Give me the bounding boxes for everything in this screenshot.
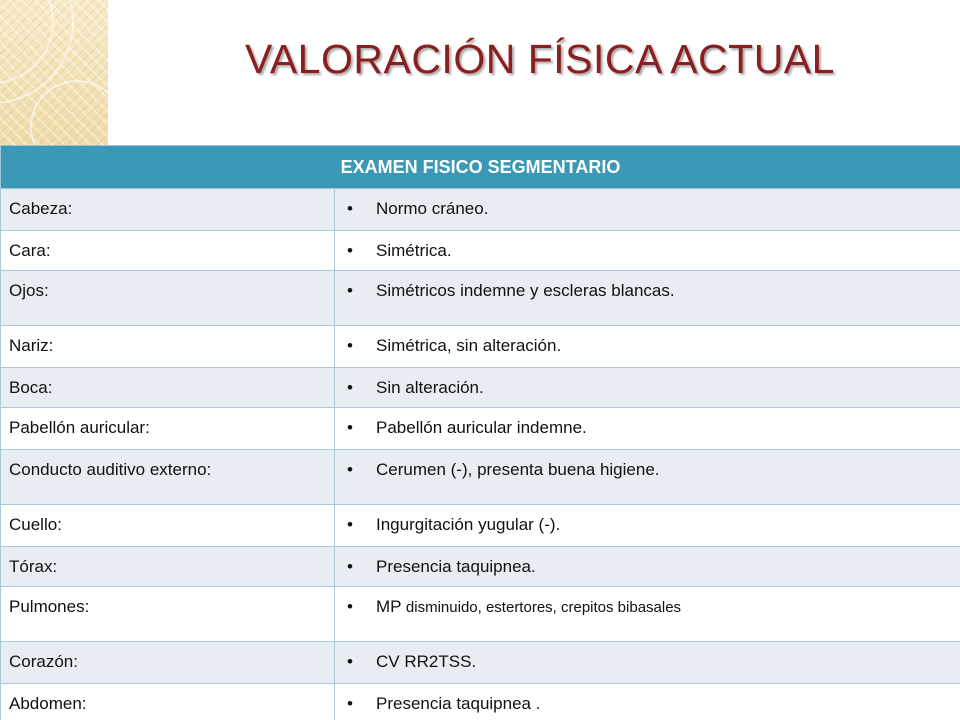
row-value — [335, 231, 960, 271]
table-row — [1, 684, 960, 720]
bullet-icon: • — [347, 418, 353, 437]
row-value-rest: disminuido, estertores, crepitos bibasales — [405, 599, 682, 616]
row-value-text: Presencia taquipnea. — [376, 557, 536, 576]
bullet-icon: • — [347, 336, 353, 355]
row-value-prefix: MP — [376, 597, 406, 616]
row-label: Cara: — [1, 231, 335, 271]
row-value-text: CV RR2TSS. — [376, 652, 477, 671]
table-row — [1, 271, 960, 326]
bullet-icon: • — [347, 241, 353, 260]
row-value-text: Pabellón auricular indemne. — [376, 418, 587, 437]
row-label: Conducto auditivo externo: — [1, 450, 335, 505]
row-label: Nariz: — [1, 326, 335, 368]
row-value — [335, 271, 960, 326]
row-label: Tórax: — [1, 547, 335, 587]
table-row — [1, 642, 960, 684]
table-row — [1, 408, 960, 450]
page-title: VALORACIÓN FÍSICA ACTUAL — [245, 36, 835, 82]
table-row — [1, 189, 960, 231]
row-value-text: Simétrica. — [376, 241, 452, 260]
row-value — [335, 368, 960, 408]
row-value-text — [376, 597, 681, 617]
row-label: Boca: — [1, 368, 335, 408]
exam-table — [0, 145, 960, 720]
row-value-text: Cerumen (-), presenta buena higiene. — [376, 460, 660, 479]
row-value — [335, 547, 960, 587]
bullet-icon: • — [347, 460, 353, 479]
row-label: Pabellón auricular: — [1, 408, 335, 450]
bullet-icon: • — [347, 557, 353, 576]
row-label: Abdomen: — [1, 684, 335, 720]
bullet-icon: • — [347, 378, 353, 397]
bullet-icon: • — [347, 652, 353, 671]
table-header: EXAMEN FISICO SEGMENTARIO — [1, 146, 960, 189]
table-row — [1, 547, 960, 587]
row-value — [335, 189, 960, 231]
row-value — [335, 450, 960, 505]
row-value-text: Normo cráneo. — [376, 199, 489, 218]
table-row — [1, 587, 960, 642]
row-value — [335, 326, 960, 368]
row-value-text: Ingurgitación yugular (-). — [376, 515, 561, 534]
row-label: Corazón: — [1, 642, 335, 684]
row-value — [335, 408, 960, 450]
row-label: Cuello: — [1, 505, 335, 547]
row-value — [335, 505, 960, 547]
row-value-text: Sin alteración. — [376, 378, 484, 397]
table-row — [1, 326, 960, 368]
row-value — [335, 587, 960, 642]
row-label: Ojos: — [1, 271, 335, 326]
table-row — [1, 231, 960, 271]
bullet-icon: • — [347, 281, 353, 300]
bullet-icon: • — [347, 694, 353, 713]
table-row — [1, 505, 960, 547]
row-label: Cabeza: — [1, 189, 335, 231]
bullet-icon: • — [347, 597, 353, 616]
row-value-text: Simétricos indemne y escleras blancas. — [376, 281, 675, 300]
bullet-icon: • — [347, 515, 353, 534]
decorative-arc — [30, 80, 108, 145]
row-value — [335, 684, 960, 720]
row-value-text: Simétrica, sin alteración. — [376, 336, 562, 355]
row-value-text: Presencia taquipnea . — [376, 694, 541, 713]
table-row — [1, 450, 960, 505]
row-label: Pulmones: — [1, 587, 335, 642]
row-value — [335, 642, 960, 684]
bullet-icon: • — [347, 199, 353, 218]
table-row — [1, 368, 960, 408]
decorative-corner-pattern — [0, 0, 108, 145]
